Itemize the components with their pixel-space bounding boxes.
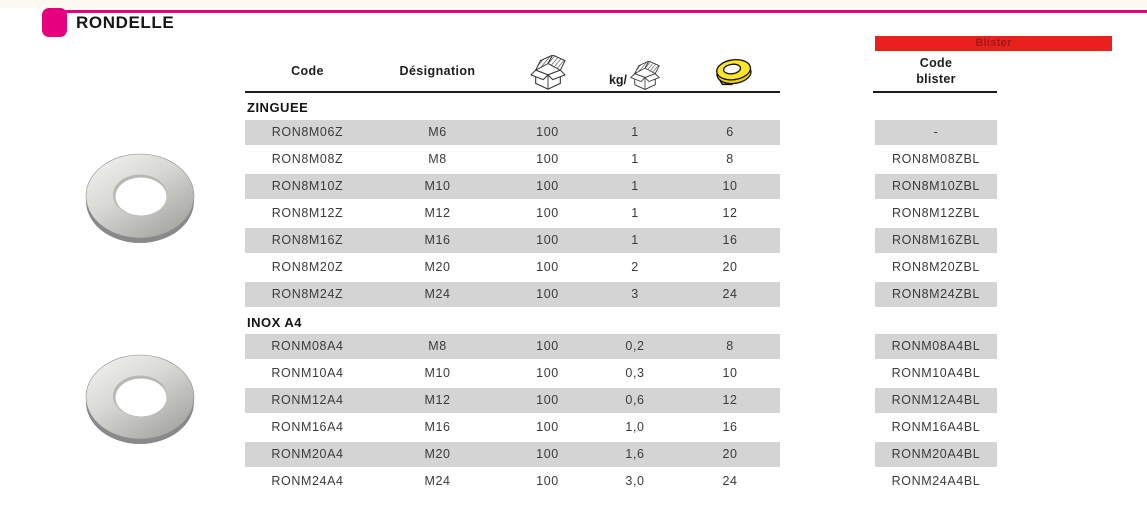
row-gap	[780, 282, 875, 307]
cell-blister-code: RONM12A4BL	[875, 388, 997, 413]
row-gap	[780, 442, 875, 467]
table-row	[245, 201, 997, 228]
cell-diameter: 10	[722, 179, 738, 193]
cell-box-qty: 100	[536, 339, 559, 353]
cell-code: RONM24A4	[271, 474, 344, 488]
row-main-cells	[245, 388, 780, 413]
section-bullet-icon	[42, 8, 67, 37]
cell-blister-code: RON8M10ZBL	[875, 174, 997, 199]
cell-code: RONM10A4	[271, 366, 344, 380]
table-row	[245, 469, 997, 496]
row-main-cells	[245, 442, 780, 467]
blister-column-header: Code blister	[916, 56, 956, 86]
blister-header-rule	[873, 91, 997, 93]
cell-kg-per-box: 1	[631, 125, 639, 139]
carton-box-icon	[629, 61, 661, 91]
row-gap	[780, 469, 875, 494]
cell-designation: M10	[424, 366, 451, 380]
cell-kg-per-box: 0,2	[625, 339, 645, 353]
row-gap	[780, 147, 875, 172]
cell-box-qty: 100	[536, 287, 559, 301]
cell-kg-per-box: 1	[631, 179, 639, 193]
column-header-code: Code	[291, 64, 324, 78]
section-label: ZINGUEE	[247, 100, 309, 115]
header-rule	[245, 91, 780, 93]
cell-diameter: 24	[722, 287, 738, 301]
cell-designation: M24	[424, 474, 451, 488]
washer-ring-icon	[705, 57, 755, 91]
row-gap	[780, 388, 875, 413]
section-label: INOX A4	[247, 315, 303, 330]
table-row	[245, 174, 997, 201]
row-main-cells	[245, 228, 780, 253]
washer-photo	[83, 352, 197, 450]
table-column-headers	[245, 50, 780, 91]
row-gap	[780, 228, 875, 253]
cell-code: RON8M20Z	[271, 260, 344, 274]
cell-designation: M16	[424, 233, 451, 247]
title-accent-line	[46, 10, 1147, 13]
cell-designation: M20	[424, 260, 451, 274]
cell-code: RON8M10Z	[271, 179, 344, 193]
cell-blister-code: RONM20A4BL	[875, 442, 997, 467]
row-gap	[780, 255, 875, 280]
cell-box-qty: 100	[536, 420, 559, 434]
cell-box-qty: 100	[536, 474, 559, 488]
column-header-designation: Désignation	[399, 64, 476, 78]
table-row	[245, 334, 997, 361]
table-row	[245, 120, 997, 147]
cell-blister-code: RONM24A4BL	[891, 474, 981, 488]
cell-kg-per-box: 1	[631, 152, 639, 166]
cell-code: RONM12A4	[271, 393, 344, 407]
row-gap	[780, 174, 875, 199]
cell-blister-code: RONM08A4BL	[875, 334, 997, 359]
cell-designation: M16	[424, 420, 451, 434]
cell-blister-code: RONM16A4BL	[891, 420, 981, 434]
row-gap	[780, 361, 875, 386]
cell-box-qty: 100	[536, 366, 559, 380]
cell-kg-per-box: 1,6	[625, 447, 645, 461]
cell-diameter: 20	[722, 447, 738, 461]
cell-code: RON8M16Z	[271, 233, 344, 247]
cell-blister-code: RON8M20ZBL	[892, 260, 980, 274]
cell-designation: M8	[428, 152, 447, 166]
table-row	[245, 388, 997, 415]
cell-box-qty: 100	[536, 447, 559, 461]
cell-kg-per-box: 1	[631, 233, 639, 247]
table-row	[245, 442, 997, 469]
cell-blister-code: RON8M16ZBL	[875, 228, 997, 253]
cell-diameter: 20	[722, 260, 738, 274]
row-gap	[780, 201, 875, 226]
cell-blister-code: -	[875, 120, 997, 145]
cell-code: RON8M06Z	[271, 125, 344, 139]
cell-diameter: 10	[722, 366, 738, 380]
row-gap	[780, 120, 875, 145]
cell-blister-code: RON8M12ZBL	[892, 206, 980, 220]
cell-box-qty: 100	[536, 125, 559, 139]
row-main-cells	[245, 334, 780, 359]
row-main-cells	[245, 415, 780, 440]
cell-kg-per-box: 0,6	[625, 393, 645, 407]
cell-kg-per-box: 0,3	[625, 366, 645, 380]
cell-code: RONM20A4	[271, 447, 344, 461]
cell-box-qty: 100	[536, 206, 559, 220]
cell-diameter: 6	[726, 125, 734, 139]
table-body	[245, 97, 997, 496]
cell-box-qty: 100	[536, 260, 559, 274]
cell-blister-code: RONM10A4BL	[891, 366, 981, 380]
cell-designation: M20	[424, 447, 451, 461]
row-gap	[780, 415, 875, 440]
cell-kg-per-box: 3	[631, 287, 639, 301]
cell-designation: M12	[424, 206, 451, 220]
cell-designation: M12	[424, 393, 451, 407]
cell-kg-per-box: 1	[631, 206, 639, 220]
table-row	[245, 282, 997, 309]
cell-diameter: 12	[722, 393, 738, 407]
cell-designation: M8	[428, 339, 447, 353]
cell-kg-per-box: 2	[631, 260, 639, 274]
row-main-cells	[245, 282, 780, 307]
cell-box-qty: 100	[536, 393, 559, 407]
row-main-cells	[245, 174, 780, 199]
row-main-cells	[245, 361, 780, 386]
cell-code: RONM08A4	[271, 339, 344, 353]
table-row	[245, 361, 997, 388]
row-main-cells	[245, 201, 780, 226]
cell-kg-per-box: 3,0	[625, 474, 645, 488]
cell-blister-code: RON8M24ZBL	[875, 282, 997, 307]
table-row	[245, 228, 997, 255]
washer-photo	[83, 151, 197, 249]
cell-diameter: 8	[726, 339, 734, 353]
cell-diameter: 24	[722, 474, 738, 488]
row-main-cells	[245, 120, 780, 145]
cell-designation: M6	[428, 125, 447, 139]
row-main-cells	[245, 255, 780, 280]
cell-designation: M24	[424, 287, 451, 301]
cell-code: RONM16A4	[271, 420, 344, 434]
table-row	[245, 415, 997, 442]
cell-kg-per-box: 1,0	[625, 420, 645, 434]
table-row	[245, 147, 997, 174]
row-gap	[780, 334, 875, 359]
cell-diameter: 16	[722, 233, 738, 247]
cell-box-qty: 100	[536, 152, 559, 166]
table-row	[245, 255, 997, 282]
cell-blister-code: RON8M08ZBL	[892, 152, 980, 166]
cell-designation: M10	[424, 179, 451, 193]
carton-box-icon	[529, 55, 567, 91]
page-margin-strip	[0, 0, 1147, 8]
cell-box-qty: 100	[536, 179, 559, 193]
cell-code: RON8M08Z	[271, 152, 344, 166]
column-header-kg-prefix: kg/	[608, 73, 628, 87]
cell-diameter: 16	[722, 420, 738, 434]
cell-diameter: 8	[726, 152, 734, 166]
blister-banner: Blister	[875, 36, 1112, 51]
page-title: RONDELLE	[76, 13, 175, 32]
cell-box-qty: 100	[536, 233, 559, 247]
row-main-cells	[245, 147, 780, 172]
cell-code: RON8M24Z	[271, 287, 344, 301]
row-main-cells	[245, 469, 780, 494]
cell-diameter: 12	[722, 206, 738, 220]
cell-code: RON8M12Z	[271, 206, 344, 220]
